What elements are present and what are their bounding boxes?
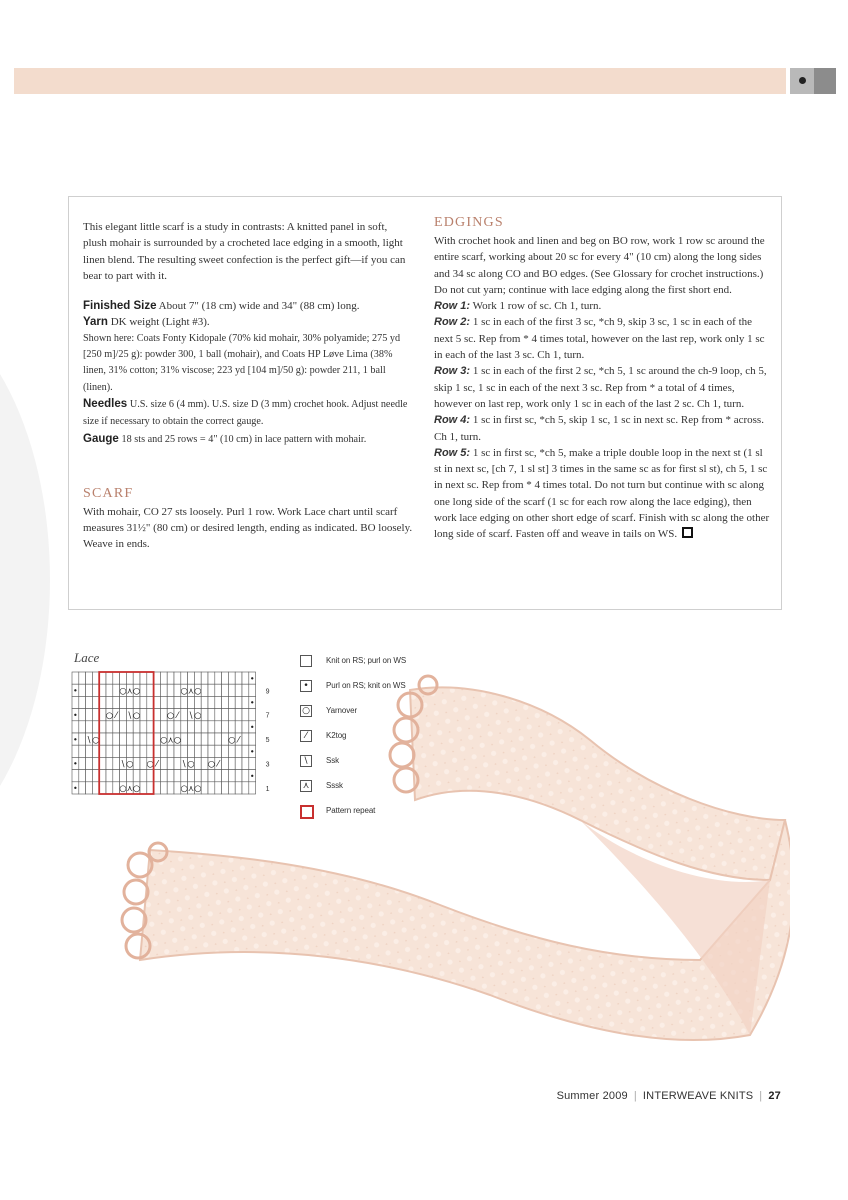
footer-separator: | (759, 1090, 763, 1102)
header-band (14, 68, 786, 94)
chart-cell (72, 770, 79, 782)
scarf-photo (110, 630, 790, 1070)
chart-symbol: ⁄ (156, 759, 158, 770)
row-label: Row 4: (434, 414, 471, 427)
chart-symbol: ○ (119, 686, 127, 697)
chart-symbol: ⋏ (126, 784, 133, 795)
chart-symbol: ⋏ (167, 735, 174, 746)
end-of-pattern-icon (682, 527, 693, 538)
legend-label: Ssk (326, 756, 340, 765)
page-tab-dark (814, 68, 836, 94)
chart-cell (79, 709, 86, 721)
chart-cell (72, 721, 79, 733)
legend-label: Yarnover (326, 706, 358, 715)
chart-symbol: ○ (105, 710, 114, 721)
chart-cell (92, 721, 99, 733)
row-number: 1 (265, 785, 270, 793)
chart-symbol: ○ (160, 735, 168, 746)
chart-symbol: \ (121, 759, 125, 770)
legend-label: Sssk (326, 781, 343, 790)
shown-here: Shown here: Coats Fonty Kidopale (70% kid mohair, 30% polyamide; 275 yd [250 m]/25 g): powder 300, 1 ball (mohair), and Coats HP Løve Lima (38% linen, 31% cotton; 31% viscose; 223 yd [104 m]/50 g): powder 211, 1 ball (linen). (83, 332, 401, 393)
edging-row-3 (434, 363, 772, 412)
chart-cell (79, 696, 86, 708)
row-number: 9 (265, 688, 270, 696)
footer-separator: | (633, 1090, 637, 1102)
legend-label: K2tog (326, 731, 347, 740)
chart-symbol: ○ (126, 759, 134, 770)
ssk-symbol-icon: \ (300, 755, 312, 767)
chart-cell (86, 782, 93, 794)
needles-label: Needles (83, 397, 128, 410)
chart-symbol: • (73, 759, 78, 769)
issue-date: Summer 2009 (556, 1090, 628, 1102)
chart-cell (79, 770, 86, 782)
edging-row-2 (434, 314, 772, 363)
chart-symbol: • (73, 735, 78, 745)
right-column (434, 215, 772, 543)
page-number: 27 (768, 1090, 781, 1102)
chart-symbol: • (73, 784, 78, 794)
chart-cell (86, 709, 93, 721)
chart-symbol: ○ (187, 759, 195, 770)
chart-cell (72, 696, 79, 708)
chart-symbol: ○ (173, 735, 182, 746)
chart-cell (86, 684, 93, 696)
chart-cell (92, 782, 99, 794)
chart-symbol: • (249, 723, 255, 733)
chart-cell (92, 684, 99, 696)
intro-paragraph: This elegant little scarf is a study in contrasts: A knitted panel in soft, plush mohair is surrounded by a crocheted lace edging in a smooth, light linen blend. The resulting sweet confection is the perfect gift—if you can bear to part with it. (83, 221, 406, 282)
row-number: 3 (265, 761, 270, 769)
purl-symbol-icon: • (300, 680, 312, 692)
scarf-upper-band (410, 687, 785, 880)
edgings-intro: With crochet hook and linen and beg on BO row, work 1 row sc around the entire scarf, working about 20 sc for every 4" (10 cm) along the long sides and 34 sc along CO and BO edges. (See Glossary for crochet instructions.) Do not cut yarn; continue with lace edging along the first short end. (434, 235, 765, 296)
chart-cell (92, 770, 99, 782)
chart-symbol: • (73, 710, 78, 720)
row-text: 1 sc in first sc, *ch 5, skip 1 sc, 1 sc in next sc. Rep from * across. Ch 1, turn. (434, 414, 764, 443)
chart-cell (86, 770, 93, 782)
chart-cell (92, 745, 99, 757)
chart-symbol: \ (182, 759, 186, 770)
finished-size-label: Finished Size (83, 300, 157, 313)
chart-symbol: ○ (92, 735, 100, 746)
chart-symbol: ○ (166, 710, 175, 721)
chart-cell (86, 672, 93, 684)
chart-symbol: • (73, 686, 78, 696)
scarf-heading: SCARF (83, 485, 134, 501)
chart-cell (86, 745, 93, 757)
chart-symbol: ○ (146, 759, 154, 770)
row-text: 1 sc in each of the first 2 sc, *ch 5, 1 sc around the ch-9 loop, ch 5, skip 1 sc, 1 sc in each of the next 3 sc. Rep from * a total of 4 times, however on last rep, work only 1 sc in each of the last 2 sc. Ch 1, turn. (434, 365, 767, 410)
page-footer (557, 1090, 781, 1102)
chart-cell (92, 672, 99, 684)
edging-row-5 (434, 445, 772, 543)
row-label: Row 2: (434, 316, 471, 329)
legend-label: Pattern repeat (326, 806, 376, 815)
chart-symbol: ⁄ (217, 759, 219, 770)
chart-symbol: ○ (119, 784, 127, 795)
row-text: Work 1 row of sc. Ch 1, turn. (472, 300, 602, 313)
chart-cell (86, 696, 93, 708)
chart-symbol: \ (189, 710, 193, 721)
gauge (83, 431, 413, 448)
chart-symbol: ○ (194, 784, 202, 795)
chart-cell (79, 672, 86, 684)
chart-cell (92, 696, 99, 708)
finished-size (83, 298, 413, 314)
sssk-symbol-icon: ⋏ (300, 780, 312, 792)
chart-cell (92, 709, 99, 721)
chart-symbol: ○ (132, 784, 141, 795)
chart-cell (86, 721, 93, 733)
chart-cell (79, 684, 86, 696)
chart-symbol: \ (128, 710, 132, 721)
chart-cell (99, 696, 106, 708)
chart-symbol: ○ (207, 759, 216, 770)
chart-cell (99, 733, 106, 745)
gauge-label: Gauge (83, 432, 119, 445)
gauge-value: 18 sts and 25 rows = 4" (10 cm) in lace pattern with mohair. (121, 433, 367, 445)
row-label: Row 5: (434, 446, 471, 459)
chart-symbol: ⋏ (187, 784, 195, 795)
chart-cell (86, 757, 93, 769)
chart-symbol: • (249, 674, 255, 684)
chart-symbol: ○ (180, 784, 188, 795)
chart-symbol: \ (87, 735, 91, 746)
chart-symbol: ⁄ (176, 710, 179, 721)
chart-cell (99, 770, 106, 782)
legend-label: Knit on RS; purl on WS (326, 656, 407, 665)
chart-title: Lace (74, 650, 100, 665)
chart-cell (79, 757, 86, 769)
chart-cell (79, 782, 86, 794)
yarn-label: Yarn (83, 316, 108, 329)
chart-cell (79, 721, 86, 733)
chart-symbol: ○ (132, 686, 141, 697)
chart-cell (79, 745, 86, 757)
bullet-icon (799, 77, 806, 84)
chart-cell (72, 745, 79, 757)
row-text: 1 sc in each of the first 3 sc, *ch 9, skip 3 sc, 1 sc in each of the next 5 sc. Rep from * 4 times total, however on the last rep, work only 1 sc in each of the last 3 sc. Ch 1, turn. (434, 316, 765, 362)
row-number: 5 (265, 737, 270, 745)
chart-cell (99, 721, 106, 733)
chart-cell (99, 745, 106, 757)
edging-row-1 (434, 298, 772, 314)
chart-cell (92, 757, 99, 769)
chart-cell (99, 672, 106, 684)
finished-size-value: About 7" (18 cm) wide and 34" (88 cm) long. (158, 300, 360, 313)
background-arc (0, 300, 50, 860)
chart-cell (72, 672, 79, 684)
chart-symbol: ○ (194, 710, 202, 721)
chart-cell (79, 733, 86, 745)
yarn-value: DK weight (Light #3). (110, 316, 210, 329)
chart-cell (99, 782, 106, 794)
legend-label: Purl on RS; knit on WS (326, 681, 406, 690)
chart-symbol: • (249, 747, 255, 757)
chart-symbol: ⋏ (126, 686, 133, 697)
k2tog-symbol-icon: ⁄ (300, 730, 312, 742)
chart-symbol: ○ (180, 686, 188, 697)
chart-symbol: • (249, 698, 255, 708)
needles (83, 396, 413, 431)
chart-symbol: ⁄ (237, 735, 240, 746)
edging-row-4 (434, 412, 772, 445)
scarf-text: With mohair, CO 27 sts loosely. Purl 1 row. Work Lace chart until scarf measures 31½" (80 cm) or desired length, ending as indicated. BO loosely. Weave in ends. (83, 505, 413, 551)
chart-symbol: ○ (132, 710, 141, 721)
chart-symbol: • (249, 771, 255, 781)
edgings-heading: EDGINGS (434, 215, 504, 230)
chart-symbol: ⁄ (115, 710, 117, 721)
left-column (83, 219, 413, 553)
magazine-name: INTERWEAVE KNITS (642, 1090, 754, 1102)
yarnover-symbol-icon: ○ (300, 705, 312, 717)
yarn (83, 314, 413, 330)
chart-symbol: ⋏ (187, 686, 195, 697)
row-label: Row 3: (434, 365, 471, 378)
chart-cell (99, 757, 106, 769)
chart-cell (99, 684, 106, 696)
row-number: 7 (265, 712, 270, 720)
row-label: Row 1: (434, 300, 471, 313)
chart-symbol: ○ (228, 735, 236, 746)
row-text: 1 sc in first sc, *ch 5, make a triple double loop in the next st (1 sl st in next sc, [ch 7, 1 sl st] 3 times in the same sc as for first sl st), ch 5, 1 sc in next sc. Rep from * 4 times total. Do not turn but continue with sc along one long side of the scarf (1 sc for each row along the lace edging), then work lace edging on other short edge of scarf. Finish with sc along the other long side of scarf. Fasten off and weave in tails on WS. (434, 446, 770, 541)
chart-symbol: ○ (194, 686, 202, 697)
needles-value: U.S. size 6 (4 mm). U.S. size D (3 mm) crochet hook. Adjust needle size if necessary to obtain the correct gauge. (83, 398, 408, 428)
pattern-text-box (68, 196, 782, 610)
